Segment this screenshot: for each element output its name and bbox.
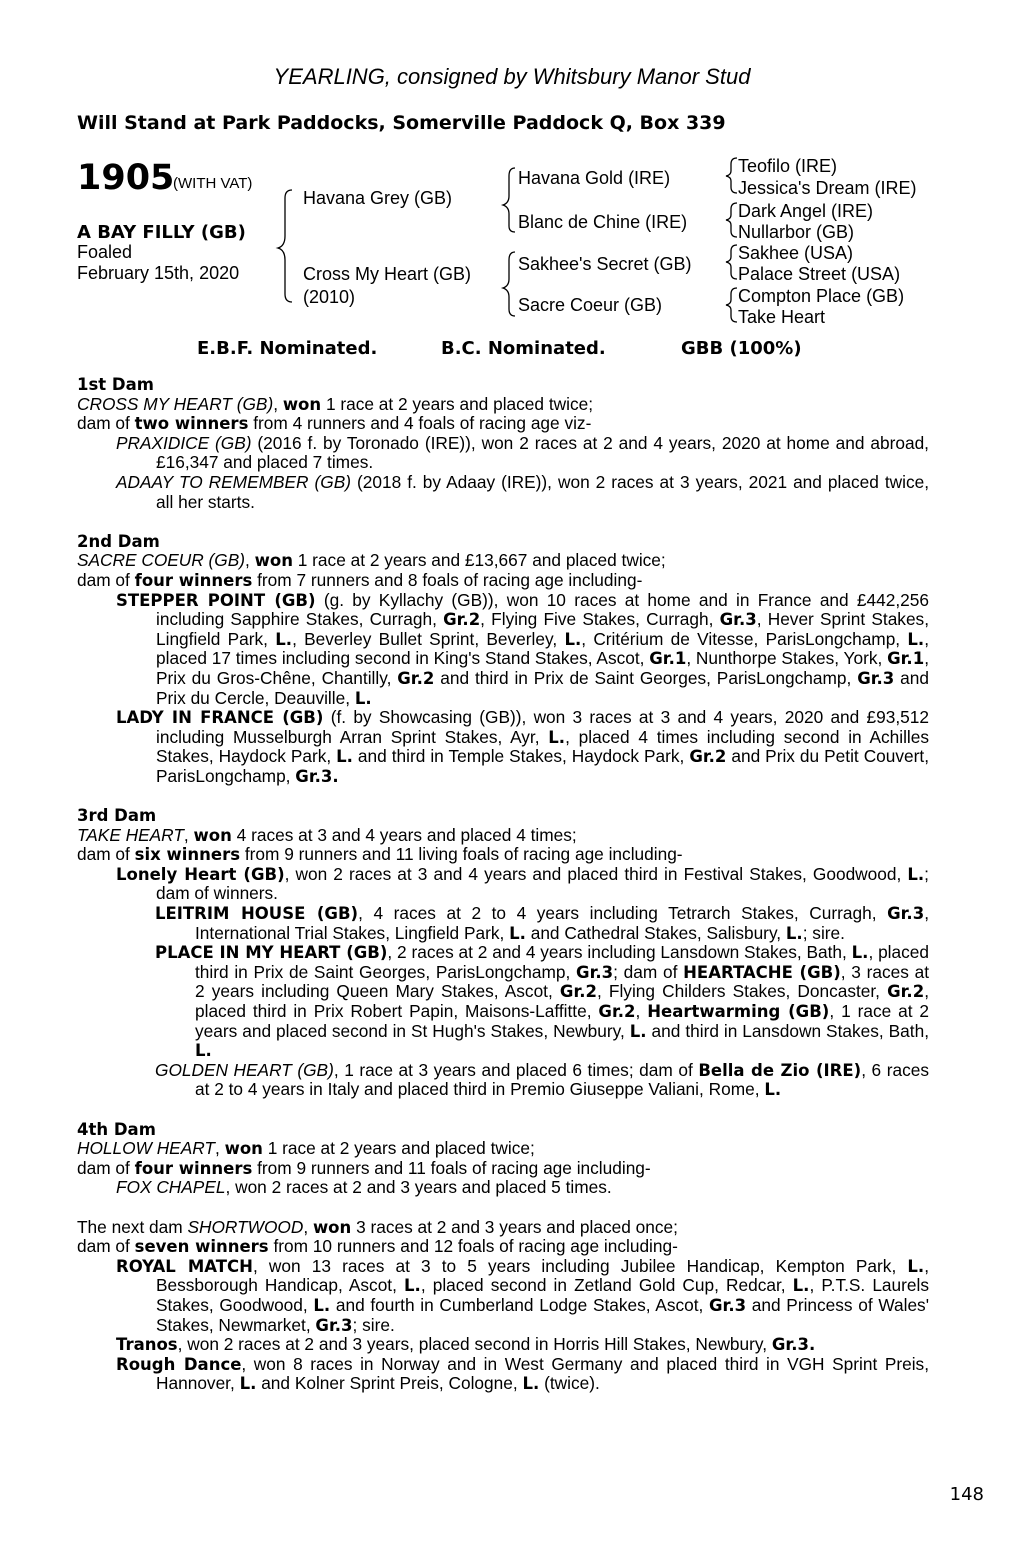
ebf-nomination: E.B.F. Nominated. [197, 338, 378, 359]
produce-entry: FOX CHAPEL, won 2 races at 2 and 3 years and placed 5 times. [116, 1177, 612, 1198]
fourth-dam-produce: dam of four winners from 9 runners and 11 foals of racing age including- [77, 1157, 651, 1178]
great-grandsire-2: Dark Angel (IRE) [738, 201, 874, 221]
produce-name: FOX CHAPEL [116, 1177, 226, 1198]
second-dam-name: SACRE COEUR (GB) [77, 550, 246, 571]
produce-entry: PLACE IN MY HEART (GB), 2 races at 2 and 4 years including Lansdown Stakes, Bath, L., placed third in Prix de Saint Georges, ParisLongchamp, Gr.3; dam of HEARTACHE (GB), 3 races at 2 years including Queen Mary Stakes, Ascot, Gr.2, Flying Childers Stakes, Doncaster, Gr.2, placed third in Prix Robert Papin, Maisons-Laffitte, Gr.2, Heartwarming (GB), 1 race at 2 years and placed second in St Hugh's Stakes, Newbury, L. and third in Lansdown Stakes, Bath, L. [155, 942, 930, 1061]
first-dam-produce [77, 414, 929, 434]
next-dam-name: SHORTWOOD [187, 1216, 304, 1237]
produce-name: Lonely Heart (GB) [116, 864, 285, 884]
bc-nomination: B.C. Nominated. [441, 338, 606, 359]
won-label: won [312, 1217, 352, 1237]
dam-name: Cross My Heart (GB) [303, 264, 472, 284]
great-grandsire-3: Sakhee (USA) [738, 243, 854, 263]
produce-entry: LEITRIM HOUSE (GB), 4 races at 2 to 4 years including Tetrarch Stakes, Curragh, Gr.3, International Trial Stakes, Lingfield Park, L. and Cathedral Stakes, Salisbury, L.; sire. [155, 903, 929, 943]
won-label: won [282, 394, 322, 414]
produce-name: Rough Dance [116, 1354, 242, 1374]
vat-note: (WITH VAT) [173, 175, 253, 192]
won-label: won [224, 1139, 263, 1159]
great-granddam-2: Nullarbor (GB) [738, 222, 855, 242]
produce-entry: GOLDEN HEART (GB), 1 race at 3 years and placed 6 times; dam of Bella de Zio (IRE), 6 races at 2 to 4 years in Italy and placed third in Premio Giuseppe Valiani, Rome, L. [155, 1059, 929, 1100]
produce-name: PLACE IN MY HEART (GB) [155, 943, 388, 963]
sire-sire-name: Havana Gold (IRE) [518, 168, 671, 188]
produce-summary: from 4 runners and 4 foals of racing age viz- [248, 413, 592, 434]
foaled-date: February 15th, 2020 [77, 263, 240, 283]
second-dam-heading: 2nd Dam [77, 531, 160, 551]
first-dam-record-text: 1 race at 2 years and placed twice; [321, 393, 593, 414]
winners-count: two winners [134, 414, 249, 434]
produce-name: STEPPER POINT (GB) [116, 590, 316, 610]
produce-entry [77, 473, 929, 512]
foaled-label: Foaled [77, 242, 133, 262]
produce-entry: Rough Dance, won 8 races in Norway and in West Germany and placed third in VGH Sprint Preis, Hannover, L. and Kolner Sprint Preis, Cologne, L. (twice). [116, 1353, 930, 1394]
first-dam-name: CROSS MY HEART (GB) [77, 393, 274, 414]
fourth-dam-heading: 4th Dam [77, 1119, 156, 1139]
produce-name: ADAAY TO REMEMBER (GB) [116, 471, 352, 492]
third-dam-heading: 3rd Dam [77, 806, 157, 826]
second-dam-record: SACRE COEUR (GB), won 1 race at 2 years and £13,667 and placed twice; [77, 550, 666, 571]
produce-name: PRAXIDICE (GB) [116, 432, 252, 453]
second-dam-produce [77, 571, 929, 591]
third-dam-record: TAKE HEART, won 4 races at 3 and 4 years and placed 4 times; [77, 824, 577, 845]
horse-description: A BAY FILLY (GB) [77, 222, 246, 243]
lot-number: 1905 [77, 158, 175, 198]
first-dam-record: CROSS MY HEART (GB), won 1 race at 2 years and placed twice; [77, 393, 593, 414]
produce-entry: LADY IN FRANCE (GB) (f. by Showcasing (GB)), won 3 races at 3 and 4 years, 2020 and £93,512 including Musselburgh Arran Sprint Stakes, Ayr, L., placed 4 times including second in Achilles Stakes, Haydock Park, L. and third in Temple Stakes, Haydock Park, Gr.2 and Prix du Petit Couvert, ParisLongchamp, Gr.3. [116, 707, 930, 786]
fourth-dam-record: HOLLOW HEART, won 1 race at 2 years and placed twice; [77, 1138, 535, 1159]
stand-location: Will Stand at Park Paddocks, Somerville Paddock Q, Box 339 [77, 112, 726, 134]
sire-name: Havana Grey (GB) [303, 188, 453, 208]
produce-name: Tranos [116, 1335, 178, 1355]
produce-name: ROYAL MATCH [116, 1256, 253, 1276]
winners-count: four winners [134, 1158, 253, 1178]
dam-of-label: dam of [77, 569, 135, 590]
produce-name: LADY IN FRANCE (GB) [116, 708, 324, 728]
great-grandsire-4: Compton Place (GB) [738, 286, 905, 306]
catalogue-body [77, 375, 929, 1394]
produce-name: LEITRIM HOUSE (GB) [155, 904, 359, 924]
winners-count: six winners [134, 845, 241, 865]
produce-entry: Lonely Heart (GB), won 2 races at 3 and 4 years and placed third in Festival Stakes, Goodwood, L.; dam of winners. [116, 863, 929, 904]
third-dam-produce: dam of six winners from 9 runners and 11 living foals of racing age including- [77, 844, 683, 865]
produce-entry: ROYAL MATCH, won 13 races at 3 to 5 years including Jubilee Handicap, Kempton Park, L., Bessborough Handicap, Ascot, L., placed second in Zetland Gold Cup, Redcar, L., P.T.S. Laurels Stakes, Goodwood, L. and fourth in Cumberland Lodge Stakes, Ascot, Gr.3 and Princess of Wales' Stakes, Newmarket, Gr.3; sire. [116, 1255, 930, 1335]
winners-count: four winners [134, 570, 253, 590]
next-dam-record: The next dam SHORTWOOD, won 3 races at 2 and 3 years and placed once; [77, 1216, 678, 1237]
dam-sire-name: Sakhee's Secret (GB) [518, 254, 692, 274]
produce-entry [77, 434, 929, 473]
produce-text: (2018 f. by Adaay (IRE)), won 2 races at 3 years, 2021 and placed twice, all her starts. [156, 471, 929, 512]
page-number: 148 [949, 1484, 984, 1505]
won-label: won [254, 551, 293, 571]
dam-year: (2010) [303, 287, 356, 307]
dam-dam-name: Sacre Coeur (GB) [518, 295, 663, 315]
gbb-badge: GBB (100%) [681, 338, 802, 359]
produce-text: (2016 f. by Toronado (IRE)), won 2 races at 2 and 4 years, 2020 at home and abroad, £16,347 and placed 7 times. [156, 432, 929, 473]
won-label: won [193, 825, 232, 845]
produce-entry: STEPPER POINT (GB) (g. by Kyllachy (GB)), won 10 races at home and in France and £442,256 including Sapphire Stakes, Curragh, Gr.2, Flying Five Stakes, Curragh, Gr.3, Hever Sprint Stakes, Lingfield Park, L., Beverley Bullet Sprint, Beverley, L., Critérium de Vitesse, ParisLongchamp, L., placed 17 times including second in King's Stand Stakes, Ascot, Gr.1, Nunthorpe Stakes, York, Gr.1, Prix du Gros-Chêne, Chantilly, Gr.2 and third in Prix de Saint Georges, ParisLongchamp, Gr.3 and Prix du Cercle, Deauville, L. [116, 589, 929, 708]
first-dam-heading: 1st Dam [77, 375, 154, 394]
winners-count: seven winners [134, 1237, 269, 1257]
produce-name: GOLDEN HEART (GB) [155, 1059, 334, 1080]
second-dam-record-text: 1 race at 2 years and £13,667 and placed twice; [292, 550, 666, 571]
third-dam-name: TAKE HEART [77, 824, 184, 845]
great-granddam-1: Jessica's Dream (IRE) [738, 178, 917, 198]
dam-of-label: dam of [77, 413, 135, 434]
great-granddam-4: Take Heart [738, 307, 826, 327]
next-dam-produce: dam of seven winners from 10 runners and 12 foals of racing age including- [77, 1236, 678, 1257]
produce-entry: Tranos, won 2 races at 2 and 3 years, placed second in Horris Hill Stakes, Newbury, Gr.3. [116, 1334, 816, 1355]
page-title: YEARLING, consigned by Whitsbury Manor Stud [273, 64, 751, 89]
produce-summary: from 7 runners and 8 foals of racing age including- [252, 569, 643, 590]
great-granddam-3: Palace Street (USA) [738, 264, 901, 284]
sire-dam-name: Blanc de Chine (IRE) [518, 212, 688, 232]
fourth-dam-name: HOLLOW HEART [77, 1138, 215, 1159]
great-grandsire-1: Teofilo (IRE) [738, 156, 838, 176]
